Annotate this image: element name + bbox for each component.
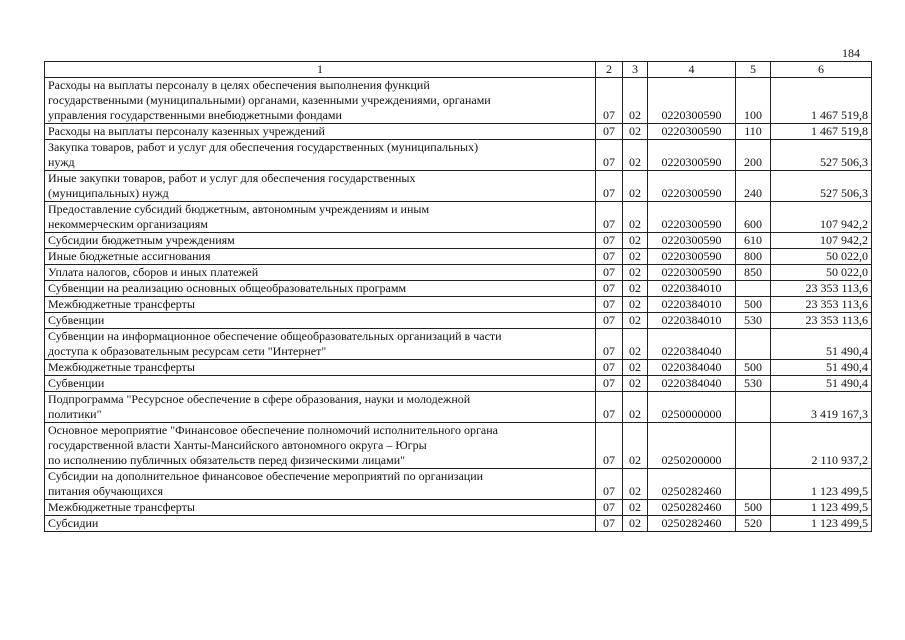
section-code-cell: 07 [596, 233, 623, 249]
amount-cell: 107 942,2 [771, 202, 872, 233]
row-name-cell [45, 516, 596, 532]
amount-cell: 1 467 519,8 [771, 124, 872, 140]
expense-type-code-cell [736, 281, 771, 297]
target-item-code-cell: 0220384040 [648, 376, 736, 392]
section-code-cell: 07 [596, 249, 623, 265]
row-name-cell [45, 469, 596, 500]
target-item-code-cell: 0220300590 [648, 171, 736, 202]
section-code-cell: 07 [596, 376, 623, 392]
target-item-code-cell: 0220300590 [648, 202, 736, 233]
table-body [45, 78, 872, 532]
section-code-cell: 07 [596, 78, 623, 124]
row-name-cell [45, 202, 596, 233]
row-name-line: Расходы на выплаты персоналу в целях обеспечения выполнения функций [48, 78, 430, 92]
target-item-code-cell: 0220384010 [648, 297, 736, 313]
target-item-code-cell: 0220384040 [648, 329, 736, 360]
amount-cell: 51 490,4 [771, 376, 872, 392]
table-row [45, 360, 872, 376]
target-item-code-cell: 0250200000 [648, 423, 736, 469]
column-header: 5 [736, 62, 771, 78]
target-item-code-cell: 0220300590 [648, 140, 736, 171]
table-row [45, 516, 872, 532]
column-header: 6 [771, 62, 872, 78]
section-code-cell: 07 [596, 469, 623, 500]
target-item-code-cell: 0250282460 [648, 500, 736, 516]
table-row [45, 124, 872, 140]
subsection-code-cell: 02 [623, 297, 648, 313]
row-name-line: Уплата налогов, сборов и иных платежей [48, 265, 259, 279]
subsection-code-cell: 02 [623, 281, 648, 297]
row-name-cell [45, 297, 596, 313]
target-item-code-cell: 0220300590 [648, 249, 736, 265]
subsection-code-cell: 02 [623, 171, 648, 202]
amount-cell: 1 123 499,5 [771, 516, 872, 532]
row-name-cell [45, 423, 596, 469]
expense-type-code-cell [736, 329, 771, 360]
page-number: 184 [842, 46, 860, 60]
table-row [45, 376, 872, 392]
expense-type-code-cell: 850 [736, 265, 771, 281]
row-name-line: Подпрограмма "Ресурсное обеспечение в сфере образования, науки и молодежной [48, 392, 471, 406]
table-row [45, 265, 872, 281]
row-name-line: государственной власти Ханты-Мансийского автономного округа – Югры [48, 438, 427, 452]
table-row [45, 140, 872, 171]
table-row [45, 171, 872, 202]
amount-cell: 51 490,4 [771, 360, 872, 376]
table-row [45, 281, 872, 297]
row-name-line: Субвенции [48, 313, 105, 327]
row-name-cell [45, 313, 596, 329]
target-item-code-cell: 0250282460 [648, 516, 736, 532]
expense-type-code-cell: 530 [736, 313, 771, 329]
row-name-line: Субсидии на дополнительное финансовое обеспечение мероприятий по организации [48, 469, 484, 483]
table-row [45, 469, 872, 500]
subsection-code-cell: 02 [623, 329, 648, 360]
section-code-cell: 07 [596, 500, 623, 516]
subsection-code-cell: 02 [623, 313, 648, 329]
target-item-code-cell: 0220300590 [648, 124, 736, 140]
table-row [45, 313, 872, 329]
table-row [45, 500, 872, 516]
expense-type-code-cell: 530 [736, 376, 771, 392]
subsection-code-cell: 02 [623, 392, 648, 423]
subsection-code-cell: 02 [623, 233, 648, 249]
section-code-cell: 07 [596, 423, 623, 469]
section-code-cell: 07 [596, 329, 623, 360]
expense-type-code-cell [736, 423, 771, 469]
row-name-line: Основное мероприятие "Финансовое обеспечение полномочий исполнительного органа [48, 423, 499, 437]
target-item-code-cell: 0220384040 [648, 360, 736, 376]
table-row [45, 423, 872, 469]
subsection-code-cell: 02 [623, 423, 648, 469]
expense-type-code-cell: 500 [736, 360, 771, 376]
row-name-cell [45, 376, 596, 392]
expense-type-code-cell: 600 [736, 202, 771, 233]
row-name-line: Субсидии [48, 516, 99, 530]
target-item-code-cell: 0250000000 [648, 392, 736, 423]
table-row [45, 249, 872, 265]
subsection-code-cell: 02 [623, 376, 648, 392]
row-name-line: политики" [48, 407, 102, 421]
row-name-line: управления государственными внебюджетными фондами [48, 108, 342, 122]
row-name-cell [45, 265, 596, 281]
section-code-cell: 07 [596, 360, 623, 376]
header-row [45, 62, 872, 78]
amount-cell: 1 123 499,5 [771, 500, 872, 516]
expense-type-code-cell [736, 469, 771, 500]
row-name-cell [45, 281, 596, 297]
row-name-line: Субсидии бюджетным учреждениям [48, 233, 235, 247]
row-name-cell [45, 329, 596, 360]
row-name-line: Предоставление субсидий бюджетным, автономным учреждениям и иным [48, 202, 430, 216]
expense-type-code-cell: 500 [736, 297, 771, 313]
section-code-cell: 07 [596, 171, 623, 202]
table-row [45, 78, 872, 124]
amount-cell: 107 942,2 [771, 233, 872, 249]
section-code-cell: 07 [596, 297, 623, 313]
row-name-line: Субвенции на информационное обеспечение общеобразовательных организаций в части [48, 329, 502, 343]
row-name-line: доступа к образовательным ресурсам сети "Интернет" [48, 344, 327, 358]
row-name-line: Субвенции [48, 376, 105, 390]
row-name-line: по исполнению публичных обязательств перед физическими лицами" [48, 453, 406, 467]
expense-type-code-cell: 240 [736, 171, 771, 202]
amount-cell: 50 022,0 [771, 265, 872, 281]
section-code-cell: 07 [596, 124, 623, 140]
subsection-code-cell: 02 [623, 469, 648, 500]
row-name-line: питания обучающихся [48, 484, 164, 498]
row-name-cell [45, 124, 596, 140]
row-name-line: Закупка товаров, работ и услуг для обеспечения государственных (муниципальных) [48, 140, 479, 154]
amount-cell: 50 022,0 [771, 249, 872, 265]
amount-cell: 23 353 113,6 [771, 281, 872, 297]
amount-cell: 2 110 937,2 [771, 423, 872, 469]
row-name-line: Межбюджетные трансферты [48, 500, 195, 514]
subsection-code-cell: 02 [623, 124, 648, 140]
subsection-code-cell: 02 [623, 500, 648, 516]
amount-cell: 51 490,4 [771, 329, 872, 360]
row-name-line: Межбюджетные трансферты [48, 297, 195, 311]
row-name-line: Иные бюджетные ассигнования [48, 249, 211, 263]
subsection-code-cell: 02 [623, 202, 648, 233]
row-name-cell [45, 249, 596, 265]
row-name-line: государственными (муниципальными) органами, казенными учреждениями, органами [48, 93, 491, 107]
amount-cell: 527 506,3 [771, 171, 872, 202]
subsection-code-cell: 02 [623, 249, 648, 265]
table-row [45, 202, 872, 233]
column-header: 1 [45, 62, 596, 78]
section-code-cell: 07 [596, 516, 623, 532]
amount-cell: 1 123 499,5 [771, 469, 872, 500]
section-code-cell: 07 [596, 281, 623, 297]
target-item-code-cell: 0220300590 [648, 78, 736, 124]
amount-cell: 23 353 113,6 [771, 297, 872, 313]
row-name-line: Расходы на выплаты персоналу казенных учреждений [48, 124, 325, 138]
expense-type-code-cell: 110 [736, 124, 771, 140]
expense-type-code-cell: 100 [736, 78, 771, 124]
expense-type-code-cell [736, 392, 771, 423]
row-name-cell [45, 500, 596, 516]
row-name-line: Субвенции на реализацию основных общеобразовательных программ [48, 281, 407, 295]
subsection-code-cell: 02 [623, 360, 648, 376]
target-item-code-cell: 0220384010 [648, 281, 736, 297]
row-name-line: Иные закупки товаров, работ и услуг для обеспечения государственных [48, 171, 416, 185]
expense-type-code-cell: 520 [736, 516, 771, 532]
row-name-line: Межбюджетные трансферты [48, 360, 195, 374]
target-item-code-cell: 0220384010 [648, 313, 736, 329]
section-code-cell: 07 [596, 392, 623, 423]
row-name-cell [45, 360, 596, 376]
table-row [45, 392, 872, 423]
expense-type-code-cell: 610 [736, 233, 771, 249]
budget-table [44, 61, 872, 532]
row-name-cell [45, 78, 596, 124]
section-code-cell: 07 [596, 265, 623, 281]
row-name-cell [45, 233, 596, 249]
amount-cell: 527 506,3 [771, 140, 872, 171]
section-code-cell: 07 [596, 202, 623, 233]
subsection-code-cell: 02 [623, 78, 648, 124]
row-name-line: нужд [48, 155, 75, 169]
column-header: 3 [623, 62, 648, 78]
row-name-cell [45, 140, 596, 171]
target-item-code-cell: 0220300590 [648, 265, 736, 281]
table-row [45, 297, 872, 313]
target-item-code-cell: 0220300590 [648, 233, 736, 249]
table-row [45, 329, 872, 360]
amount-cell: 23 353 113,6 [771, 313, 872, 329]
subsection-code-cell: 02 [623, 265, 648, 281]
target-item-code-cell: 0250282460 [648, 469, 736, 500]
column-header: 4 [648, 62, 736, 78]
section-code-cell: 07 [596, 313, 623, 329]
column-header: 2 [596, 62, 623, 78]
row-name-cell [45, 171, 596, 202]
table-row [45, 233, 872, 249]
row-name-line: (муниципальных) нужд [48, 186, 169, 200]
subsection-code-cell: 02 [623, 516, 648, 532]
section-code-cell: 07 [596, 140, 623, 171]
expense-type-code-cell: 500 [736, 500, 771, 516]
row-name-line: некоммерческим организациям [48, 217, 208, 231]
subsection-code-cell: 02 [623, 140, 648, 171]
row-name-cell [45, 392, 596, 423]
expense-type-code-cell: 800 [736, 249, 771, 265]
amount-cell: 3 419 167,3 [771, 392, 872, 423]
expense-type-code-cell: 200 [736, 140, 771, 171]
amount-cell: 1 467 519,8 [771, 78, 872, 124]
